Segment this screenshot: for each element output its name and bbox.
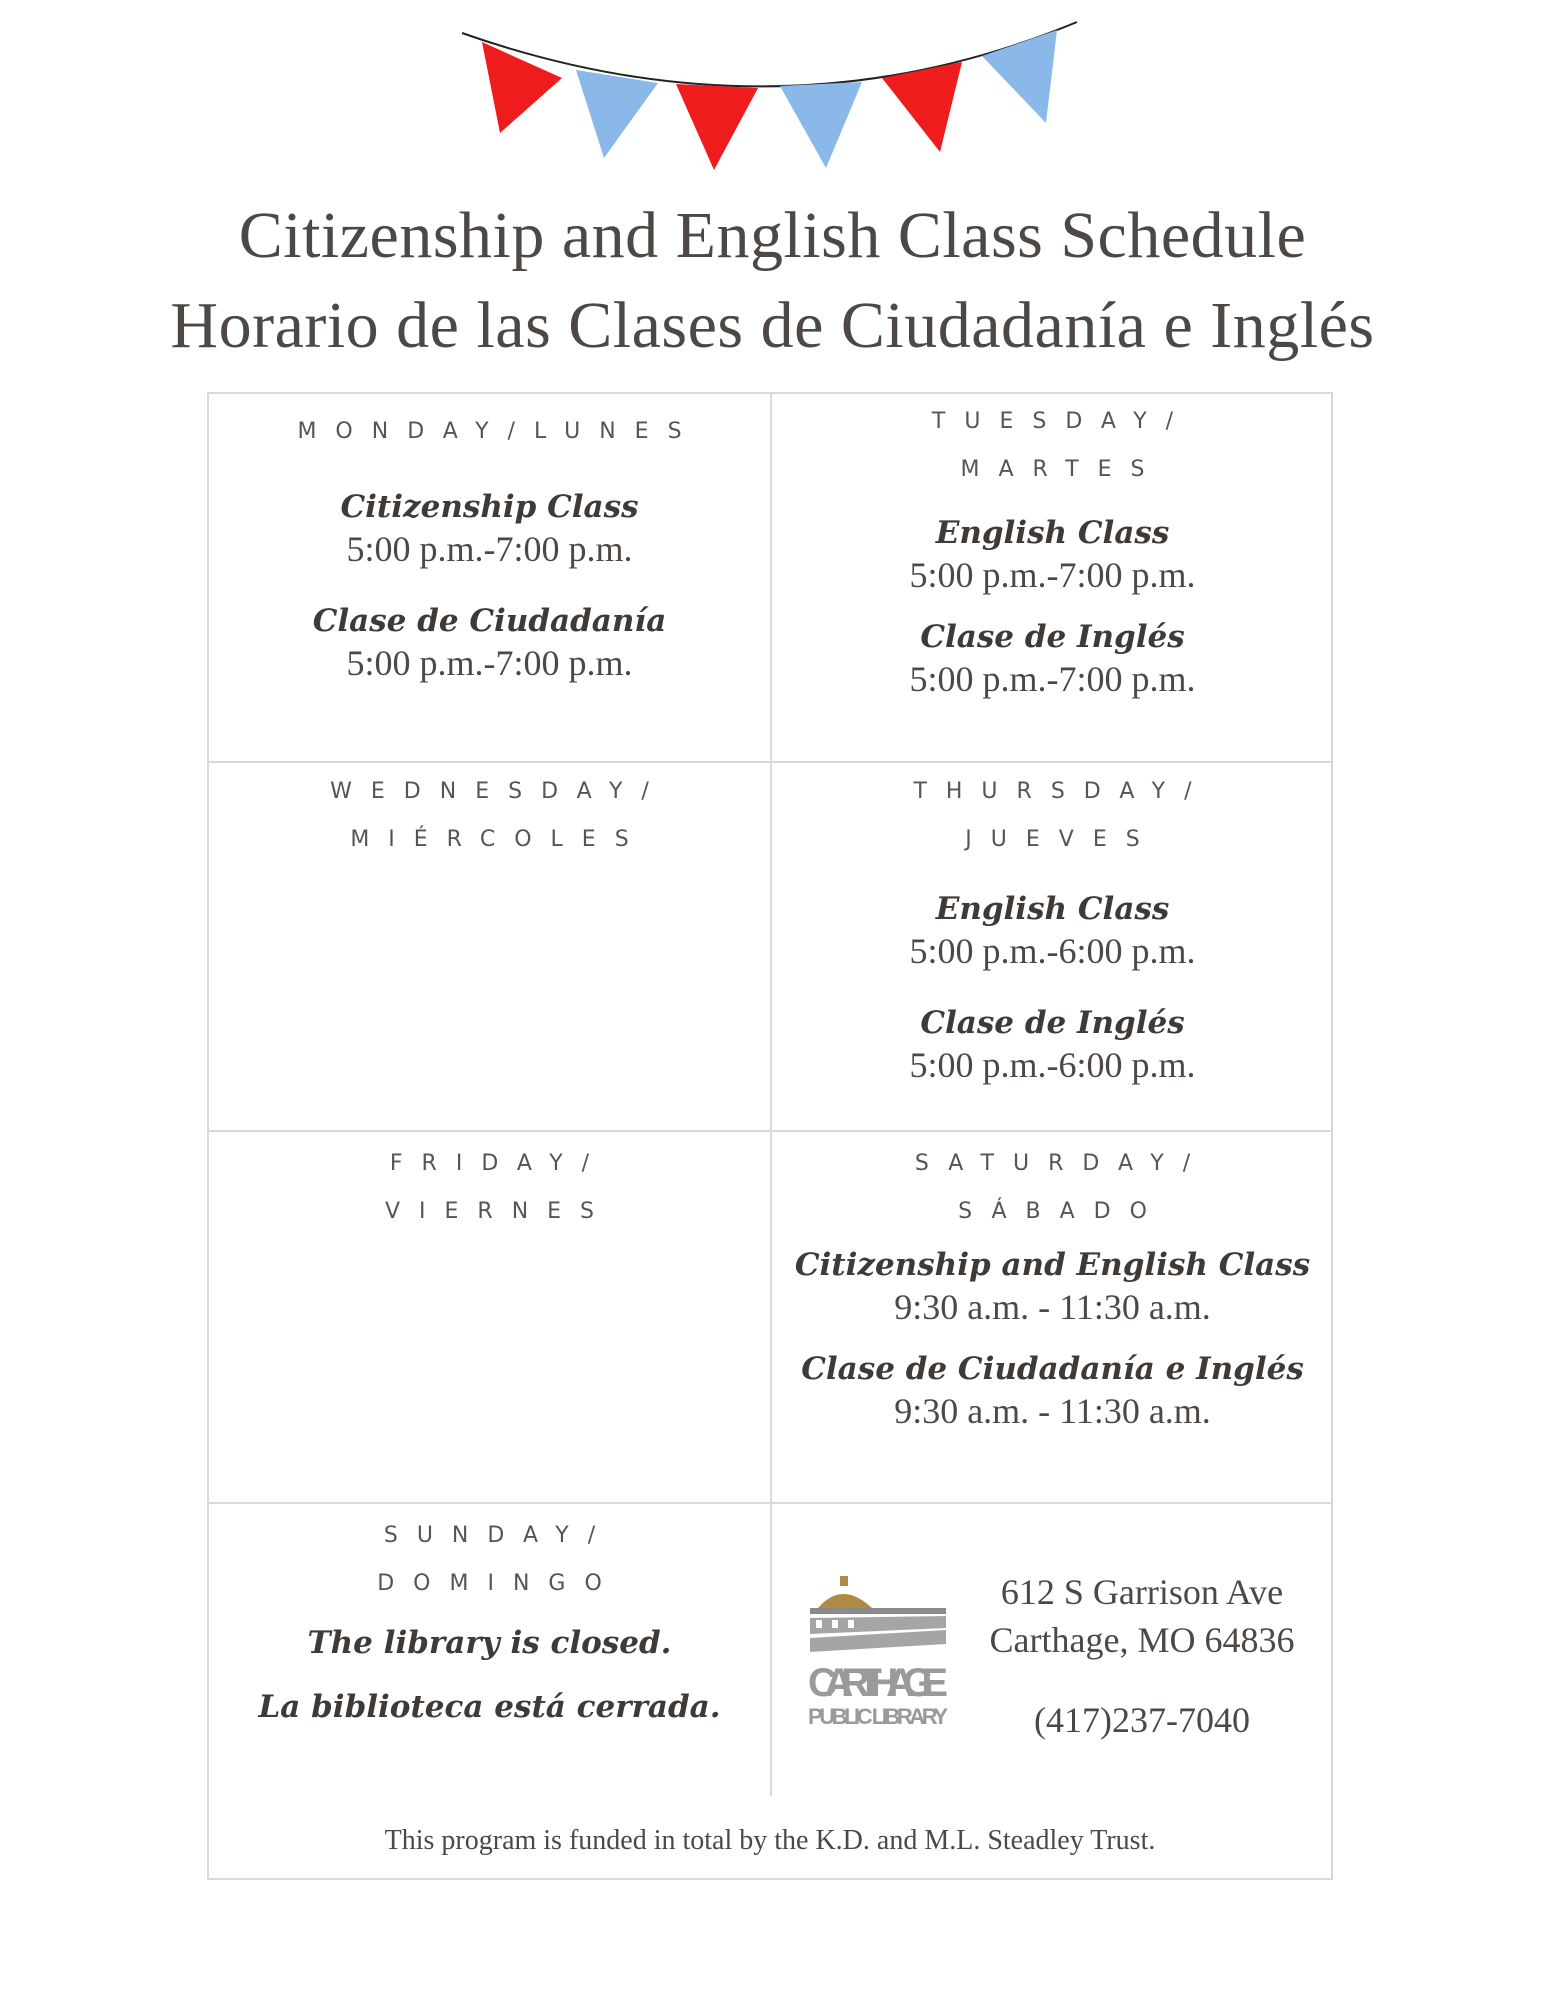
class-name: English Class	[935, 515, 1170, 551]
day-label-wednesday: WEDNESDAY/ MIÉRCOLES	[330, 779, 668, 852]
address-line-2: Carthage, MO 64836	[989, 1620, 1295, 1660]
class-time: 5:00 p.m.-7:00 p.m.	[909, 555, 1196, 595]
day-label-friday: FRIDAY/ VIERNES	[384, 1151, 614, 1224]
class-name: Citizenship Class	[340, 489, 639, 525]
schedule-grid	[207, 392, 1333, 1880]
phone-number[interactable]: (417)237-7040	[1034, 1700, 1250, 1740]
logo-text-carthage: CARTHAGE	[808, 1661, 948, 1705]
class-time: 5:00 p.m.-7:00 p.m.	[346, 529, 633, 569]
cell-library-info	[772, 1504, 1333, 1796]
class-name: English Class	[935, 891, 1170, 927]
cell-monday	[209, 408, 770, 714]
page-title-spanish: Horario de las Clases de Ciudadanía e Inglés	[170, 289, 1375, 362]
day-label-tuesday: TUESDAY/ MARTES	[931, 409, 1193, 482]
day-label-thursday: THURSDAY/ JUEVES	[913, 779, 1211, 852]
closed-note-english: The library is closed.	[307, 1625, 672, 1661]
closed-note-spanish: La biblioteca está cerrada.	[258, 1689, 721, 1725]
class-time: 5:00 p.m.-7:00 p.m.	[346, 643, 633, 683]
cell-saturday	[772, 1140, 1333, 1462]
cell-sunday	[209, 1512, 770, 1728]
class-time: 9:30 a.m. - 11:30 a.m.	[894, 1391, 1211, 1431]
pennant-blue-1	[576, 70, 658, 158]
class-time: 5:00 p.m.-6:00 p.m.	[909, 931, 1196, 971]
funding-note: This program is funded in total by the K.D. and M.L. Steadley Trust.	[384, 1825, 1156, 1856]
day-label-sunday: SUNDAY/ DOMINGO	[377, 1523, 621, 1596]
pennant-red-2	[676, 84, 758, 170]
address-line-1: 612 S Garrison Ave	[1000, 1572, 1284, 1612]
day-label-saturday: SATURDAY/ SÁBADO	[914, 1151, 1210, 1224]
day-label-monday: MONDAY/LUNES	[297, 419, 701, 444]
class-time: 5:00 p.m.-7:00 p.m.	[909, 659, 1196, 699]
cell-thursday	[772, 768, 1333, 1116]
logo-text-public-library: PUBLIC LIBRARY	[808, 1704, 948, 1729]
bunting-banner	[0, 0, 1545, 190]
pennant-red-1	[482, 42, 562, 133]
class-name: Clase de Inglés	[920, 1005, 1185, 1041]
class-name: Clase de Inglés	[920, 619, 1185, 655]
class-time: 9:30 a.m. - 11:30 a.m.	[894, 1287, 1211, 1327]
pennant-blue-3	[982, 30, 1057, 123]
class-name: Citizenship and English Class	[794, 1247, 1311, 1283]
cell-tuesday	[772, 398, 1333, 730]
class-time: 5:00 p.m.-6:00 p.m.	[909, 1045, 1196, 1085]
class-name: Clase de Ciudadanía	[312, 603, 667, 639]
page-title-english: Citizenship and English Class Schedule	[238, 199, 1307, 272]
class-name: Clase de Ciudadanía e Inglés	[801, 1351, 1304, 1387]
cell-friday	[209, 1140, 770, 1236]
pennant-blue-2	[780, 82, 862, 168]
carthage-library-logo	[802, 1572, 950, 1758]
cell-wednesday	[209, 768, 770, 864]
